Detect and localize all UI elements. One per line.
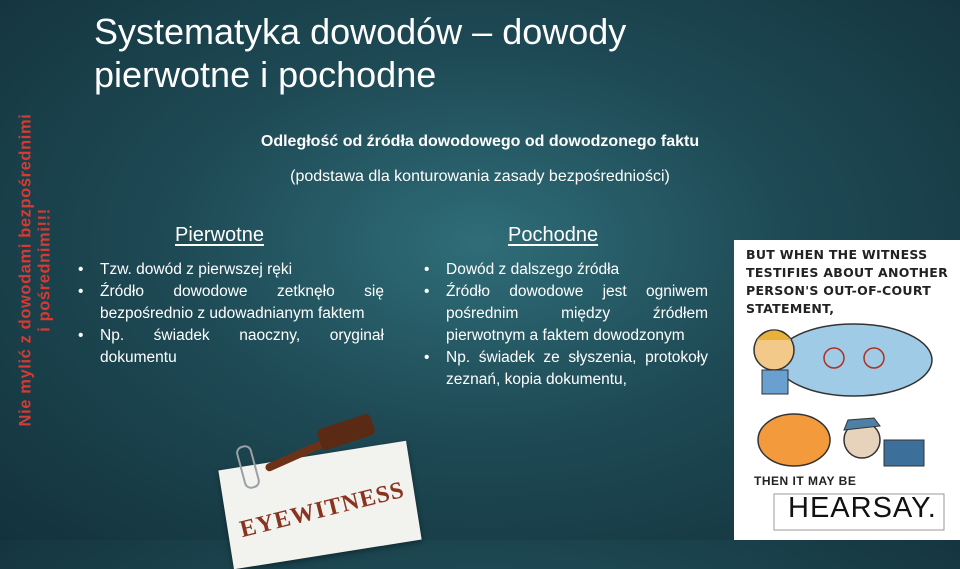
column-heading-derived: Pochodne <box>508 224 599 246</box>
cartoon-hearsay-text: HEARSAY. <box>788 492 937 524</box>
slide-subtitle: Odległość od źródła dowodowego od dowodzonego faktu <box>260 133 700 150</box>
side-note <box>0 0 70 540</box>
list-item: • Np. świadek ze słyszenia, protokoły zeznań, kopia dokumentu, <box>420 347 708 391</box>
eyewitness-image <box>200 415 408 544</box>
slide-title <box>94 10 734 96</box>
cartoon-caption: BUT WHEN THE WITNESS TESTIFIES ABOUT ANOTHER PERSON'S OUT-OF-COURT STATEMENT, <box>746 247 948 316</box>
slide-title-line2: pierwotne i pochodne <box>94 54 437 95</box>
slide-title-line1: Systematyka dowodów – dowody <box>94 11 627 52</box>
list-item: • Dowód z dalszego źródła <box>420 259 708 281</box>
hearsay-cartoon <box>734 240 960 540</box>
list-item: • Np. świadek naoczny, oryginał dokumentu <box>74 325 384 369</box>
side-note-line1: Nie mylić z dowodami bezpośrednimi <box>16 113 34 427</box>
list-item: • Źródło dowodowe zetknęło się bezpośrednio z udowadnianym faktem <box>74 281 384 325</box>
side-note-text <box>16 114 54 427</box>
gavel-icon <box>316 413 376 451</box>
eyewitness-label: EYEWITNESS <box>237 476 408 544</box>
primary-evidence-list <box>74 259 384 369</box>
side-note-line2: i pośrednimi!!! <box>35 208 53 332</box>
slide-subnote: (podstawa dla konturowania zasady bezpośredniości) <box>290 168 670 185</box>
list-item: • Źródło dowodowe jest ogniwem pośrednim między źródłem pierwotnym a faktem dowodzonym <box>420 281 708 347</box>
derived-evidence-list <box>420 259 708 391</box>
list-item: • Tzw. dowód z pierwszej ręki <box>74 259 384 281</box>
column-heading-primary: Pierwotne <box>175 224 264 246</box>
cartoon-then-text: THEN IT MAY BE <box>754 474 857 488</box>
